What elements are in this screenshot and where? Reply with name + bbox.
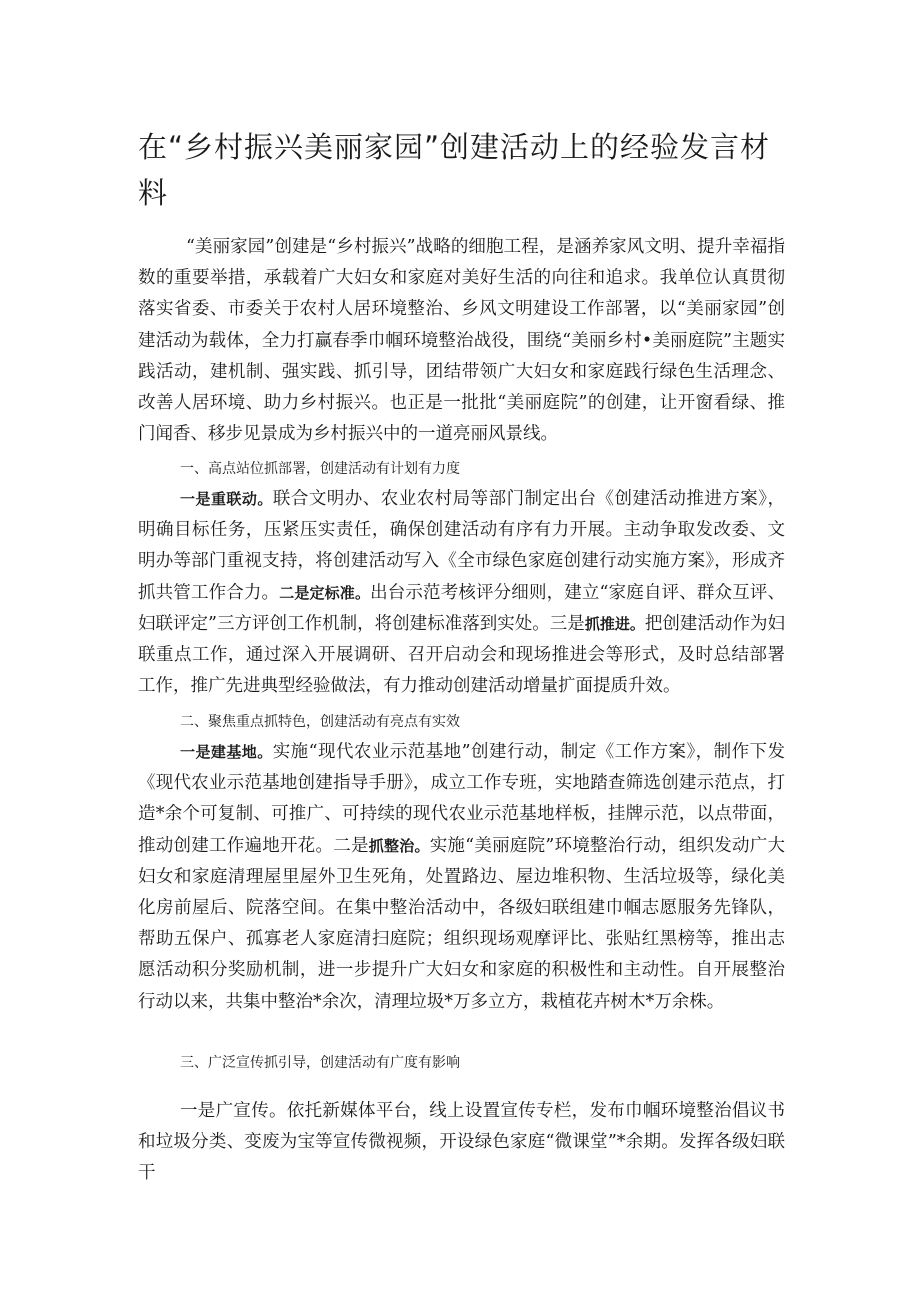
section-heading-1: 一、高点站位抓部署，创建活动有计划有力度: [180, 461, 460, 477]
section-3-text-1: 一是广宣传。依托新媒体平台，线上设置宣传专栏，发布巾帼环境整治倡议书和垃圾分类、变废为宝等宣传微视频，开设绿色家庭“微课堂”*余期。发挥各级妇联干: [138, 1101, 785, 1184]
section-1-text-2: 出台示范考核评分细则，建立“家庭自评、群众互评、妇联评定”三方评创工作机制，将创建标准落到实处。三是: [138, 582, 785, 634]
document-title: 在“乡村振兴美丽家园”创建活动上的经验发言材料: [138, 130, 771, 210]
section-1-paragraph: [138, 484, 785, 702]
section-3-paragraph: [138, 1096, 785, 1190]
section-heading-3: 三、广泛宣传抓引导，创建活动有广度有影响: [180, 1055, 460, 1071]
section-2-lead-1: 一是建基地。: [180, 743, 273, 761]
section-heading-2: 二、聚焦重点抓特色，创建活动有亮点有实效: [180, 714, 460, 730]
section-1-text-1: 联合文明办、农业农村局等部门制定出台《创建活动推进方案》，明确目标任务，压紧压实责任，确保创建活动有序有力开展。主动争取发改委、文明办等部门重视支持，将创建活动写入《全市绿色家庭创建行动实施方案》，形成齐抓共管工作合力。: [138, 489, 785, 603]
section-2-text-2: 实施“美丽庭院”环境整治行动，组织发动广大妇女和家庭清理屋里屋外卫生死角，处置路边、屋边堆积物、生活垃圾等，绿化美化房前屋后、院落空间。在集中整治活动中，各级妇联组建巾帼志愿服务先锋队，帮助五保户、孤寡老人家庭清扫庭院；组织现场观摩评比、张贴红黑榜等，推出志愿活动积分奖励机制，进一步提升广大妇女和家庭的积极性和主动性。自开展整治行动以来，共集中整治*余次，清理垃圾*万多立方，栽植花卉树木*万余株。: [138, 835, 785, 1012]
section-1-lead-1: 一是重联动。: [180, 490, 273, 508]
section-1-text-3: 把创建活动作为妇联重点工作，通过深入开展调研、召开启动会和现场推进会等形式，及时总结部署工作，推广先进典型经验做法，有力推动创建活动增量扩面提质升效。: [138, 613, 785, 697]
section-2-paragraph: [138, 737, 785, 1018]
intro-paragraph: “美丽家园”创建是“乡村振兴”战略的细胞工程，是涵养家风文明、提升幸福指数的重要举措，承载着广大妇女和家庭对美好生活的向往和追求。我单位认真贯彻落实省委、市委关于农村人居环境整治、乡风文明建设工作部署，以“美丽家园”创建活动为载体，全力打赢春季巾帼环境整治战役，围绕“美丽乡村•美丽庭院”主题实践活动，建机制、强实践、抓引导，团结带领广大妇女和家庭践行绿色生活理念、改善人居环境、助力乡村振兴。也正是一批批“美丽庭院”的创建，让开窗看绿、推门闻香、移步见景成为乡村振兴中的一道亮丽风景线。: [138, 237, 785, 445]
section-1-lead-2: 二是定标准。: [279, 583, 371, 602]
section-1-lead-3: 抓推进。: [584, 614, 645, 633]
section-2-lead-2: 抓整治。: [368, 836, 430, 855]
section-2-text-1: 实施“现代农业示范基地”创建行动，制定《工作方案》，制作下发《现代农业示范基地创建指导手册》，成立工作专班，实地踏查筛选创建示范点，打造*余个可复制、可推广、可持续的现代农业示范基地样板，挂牌示范，以点带面，推动创建工作遍地开花。二是: [138, 742, 785, 856]
